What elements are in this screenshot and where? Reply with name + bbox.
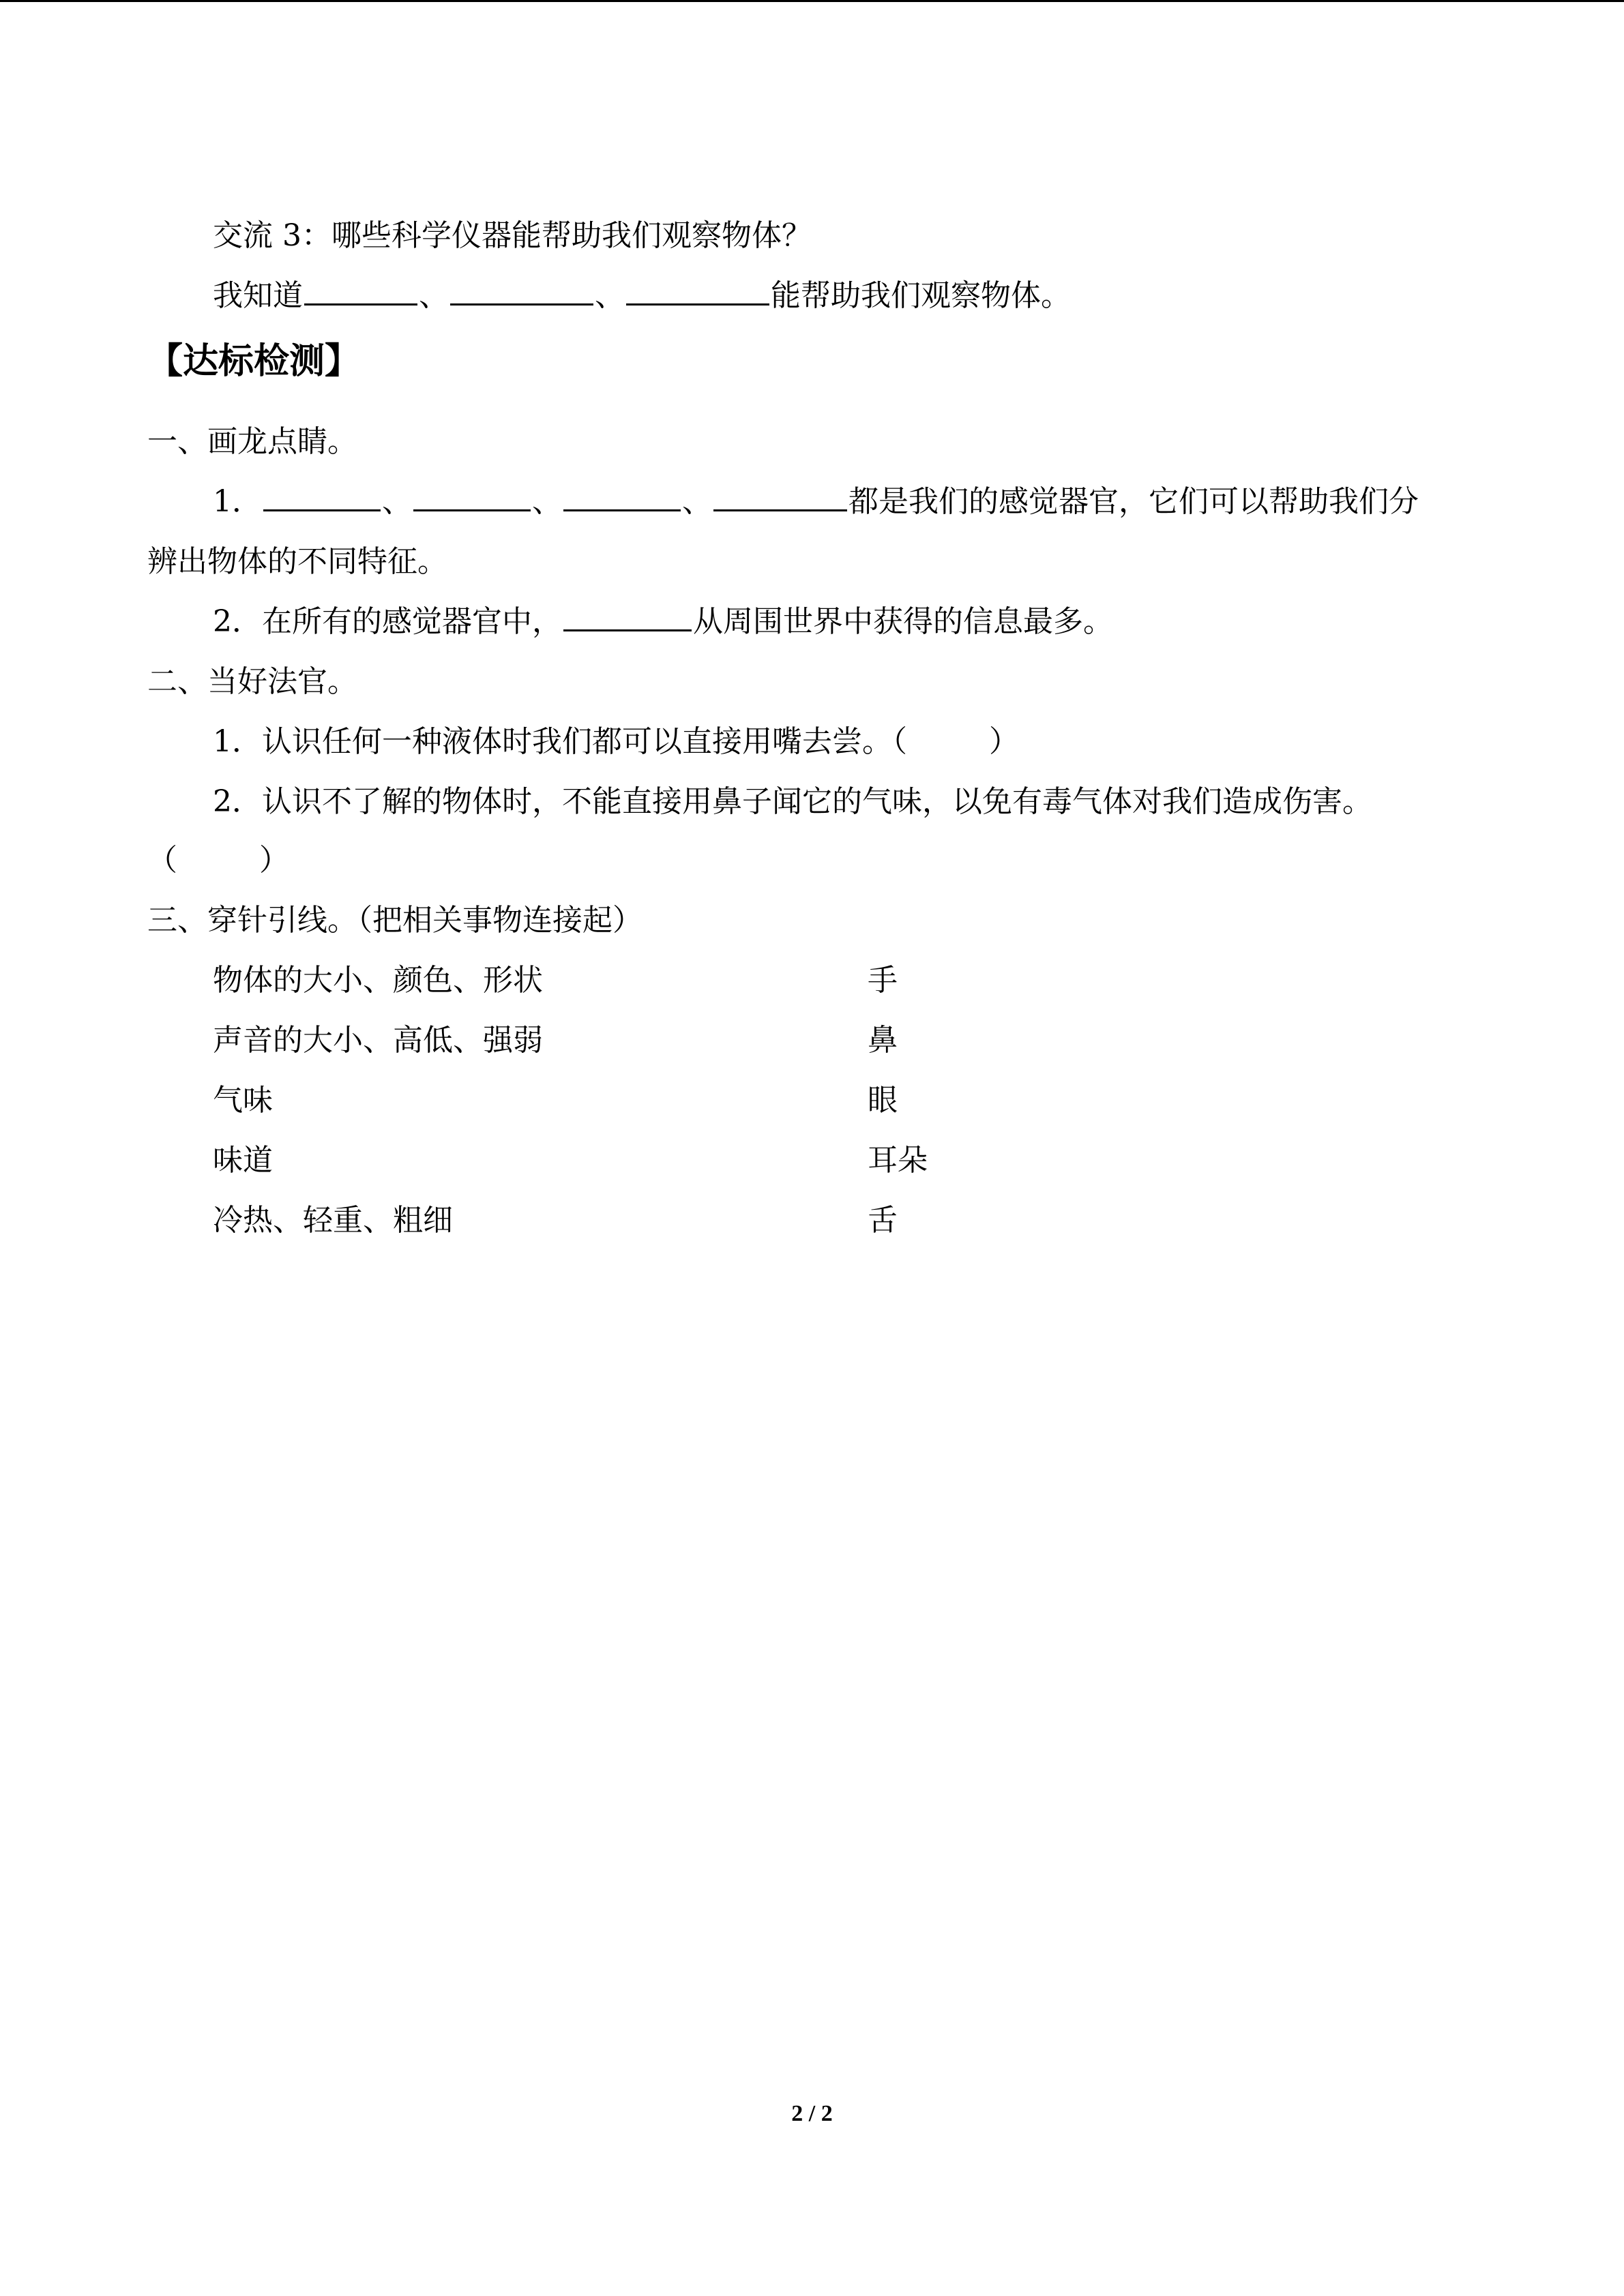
- fill-blank-2[interactable]: [413, 482, 531, 511]
- fill-blank-1[interactable]: [263, 482, 381, 511]
- answer-blank-2[interactable]: [450, 276, 593, 305]
- match-right-item[interactable]: 眼: [868, 1083, 898, 1118]
- match-right-item[interactable]: 鼻: [868, 1023, 898, 1058]
- exchange3-answer-prefix: 我知道: [213, 278, 303, 313]
- match-right-item[interactable]: 手: [868, 963, 898, 998]
- part3-title: 三、穿针引线。（把相关事物连接起）: [147, 903, 643, 938]
- q1-number: 1．: [213, 484, 262, 519]
- part2-question-2-answer: [147, 840, 289, 881]
- section-heading: 【达标检测】: [147, 341, 361, 382]
- answer-blank-1[interactable]: [304, 276, 417, 305]
- fill-blank-5[interactable]: [563, 602, 692, 631]
- part2-question-2: 2．认识不了解的物体时，不能直接用鼻子闻它的气味，以免有毒气体对我们造成伤害。: [213, 784, 1372, 819]
- match-left-item[interactable]: 味道: [213, 1143, 273, 1178]
- part1-title: 一、画龙点睛。: [147, 424, 357, 459]
- fill-blank-3[interactable]: [563, 482, 681, 511]
- match-left-item[interactable]: 声音的大小、高低、强弱: [213, 1023, 543, 1058]
- match-left-item[interactable]: 物体的大小、颜色、形状: [213, 963, 543, 998]
- top-border-line: [0, 0, 1624, 2]
- part2-title: 二、当好法官。: [147, 664, 357, 699]
- q2-suffix: 从周围世界中获得的信息最多。: [693, 604, 1113, 639]
- separator: 、: [532, 484, 562, 519]
- part1-question-2: [213, 601, 1113, 642]
- separator: 、: [595, 278, 625, 313]
- exchange3-question: 交流 3：哪些科学仪器能帮助我们观察物体？: [213, 218, 812, 253]
- paren-close: ）: [989, 724, 1019, 759]
- match-left-item[interactable]: 冷热、轻重、粗细: [213, 1203, 453, 1238]
- judge-q1-text: 1．认识任何一种液体时我们都可以直接用嘴去尝。（: [213, 724, 907, 759]
- part2-question-1: [213, 721, 1019, 762]
- paren-open: （: [147, 843, 177, 878]
- part1-question-1: [213, 481, 1419, 522]
- separator: 、: [382, 484, 412, 519]
- q1-suffix: 都是我们的感觉器官，它们可以帮助我们分: [848, 484, 1419, 519]
- paren-close: ）: [259, 843, 289, 878]
- exchange3-answer-suffix: 能帮助我们观察物体。: [771, 278, 1071, 313]
- match-left-item[interactable]: 气味: [213, 1083, 273, 1118]
- page-number: 2 / 2: [791, 2101, 833, 2126]
- answer-blank-3[interactable]: [626, 276, 769, 305]
- match-right-item[interactable]: 舌: [868, 1203, 898, 1238]
- match-right-item[interactable]: 耳朵: [868, 1143, 928, 1178]
- separator: 、: [682, 484, 712, 519]
- q2-prefix: 2．在所有的感觉器官中，: [213, 604, 562, 639]
- separator: 、: [419, 278, 449, 313]
- part1-question-1-continued: 辨出物体的不同特征。: [147, 544, 447, 579]
- exchange3-answer: [213, 275, 1071, 316]
- fill-blank-4[interactable]: [713, 482, 847, 511]
